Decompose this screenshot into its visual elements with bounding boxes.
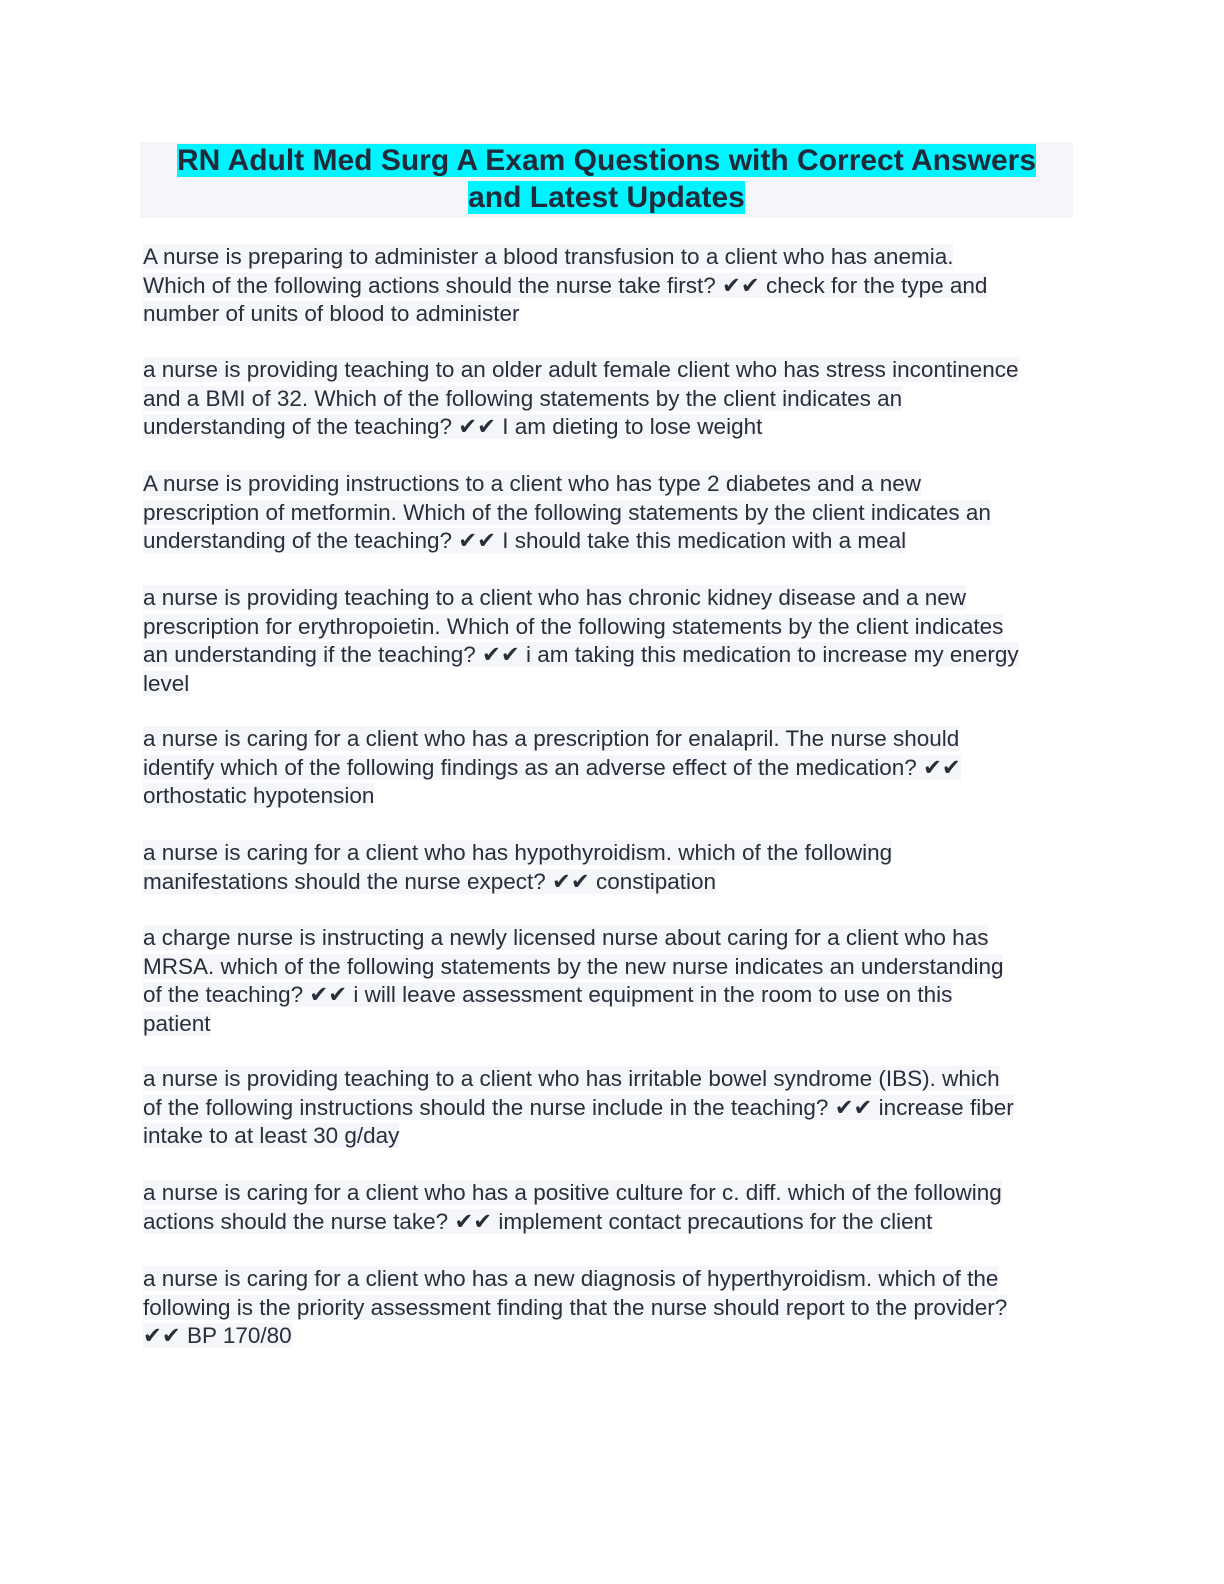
qa-line: actions should the nurse take? ✔✔ implement contact precautions for the client xyxy=(143,1208,933,1234)
qa-item-8 xyxy=(143,1065,1073,1151)
qa-line: identify which of the following findings as an adverse effect of the medication? ✔✔ xyxy=(143,754,961,780)
qa-item-10 xyxy=(143,1265,1073,1351)
title-block xyxy=(140,142,1073,218)
qa-line: A nurse is providing instructions to a client who has type 2 diabetes and a new xyxy=(143,471,921,496)
qa-line: MRSA. which of the following statements by the new nurse indicates an understanding xyxy=(143,953,1004,979)
qa-line: understanding of the teaching? ✔✔ I should take this medication with a meal xyxy=(143,528,907,553)
qa-line: following is the priority assessment finding that the nurse should report to the provider? xyxy=(143,1294,1008,1320)
document-title-line-2: and Latest Updates xyxy=(468,181,745,214)
qa-item-2 xyxy=(143,356,1073,442)
qa-line: Which of the following actions should the nurse take first? ✔✔ check for the type and xyxy=(143,272,988,298)
qa-item-7 xyxy=(143,924,1073,1038)
qa-item-1 xyxy=(143,243,1073,329)
qa-line: intake to at least 30 g/day xyxy=(143,1123,400,1148)
qa-line: number of units of blood to administer xyxy=(143,301,520,326)
qa-line: a charge nurse is instructing a newly licensed nurse about caring for a client who has xyxy=(143,925,989,950)
qa-item-6 xyxy=(143,839,1073,896)
qa-line: understanding of the teaching? ✔✔ I am dieting to lose weight xyxy=(143,414,763,439)
qa-line: a nurse is caring for a client who has hypothyroidism. which of the following xyxy=(143,840,893,865)
qa-line: ✔✔ BP 170/80 xyxy=(143,1323,292,1348)
qa-line: prescription of metformin. Which of the following statements by the client indicates an xyxy=(143,499,991,525)
qa-line: of the following instructions should the nurse include in the teaching? ✔✔ increase fiber xyxy=(143,1094,1014,1120)
qa-line: a nurse is caring for a client who has a prescription for enalapril. The nurse should xyxy=(143,726,960,751)
document-title-line-1: RN Adult Med Surg A Exam Questions with Correct Answers xyxy=(176,144,1036,177)
qa-item-5 xyxy=(143,725,1073,811)
qa-line: A nurse is preparing to administer a blood transfusion to a client who has anemia. xyxy=(143,244,954,269)
qa-line: and a BMI of 32. Which of the following statements by the client indicates an xyxy=(143,385,903,411)
qa-line: a nurse is caring for a client who has a positive culture for c. diff. which of the following xyxy=(143,1180,1002,1205)
qa-line: a nurse is caring for a client who has a new diagnosis of hyperthyroidism. which of the xyxy=(143,1266,999,1291)
qa-line: of the teaching? ✔✔ i will leave assessment equipment in the room to use on this xyxy=(143,982,953,1007)
qa-line: manifestations should the nurse expect? ✔✔ constipation xyxy=(143,868,717,894)
qa-line: orthostatic hypotension xyxy=(143,783,375,808)
qa-item-3 xyxy=(143,470,1073,556)
qa-line: a nurse is providing teaching to a client who has chronic kidney disease and a new xyxy=(143,585,966,610)
qa-line: level xyxy=(143,670,190,696)
qa-line: an understanding if the teaching? ✔✔ i am taking this medication to increase my energy xyxy=(143,642,1019,667)
qa-line: a nurse is providing teaching to an older adult female client who has stress incontinence xyxy=(143,357,1019,382)
qa-item-9 xyxy=(143,1179,1073,1236)
qa-line: a nurse is providing teaching to a client who has irritable bowel syndrome (IBS). which xyxy=(143,1066,1000,1091)
qa-line: prescription for erythropoietin. Which of the following statements by the client indicates xyxy=(143,613,1004,639)
qa-item-4 xyxy=(143,584,1073,698)
qa-line: patient xyxy=(143,1010,211,1036)
